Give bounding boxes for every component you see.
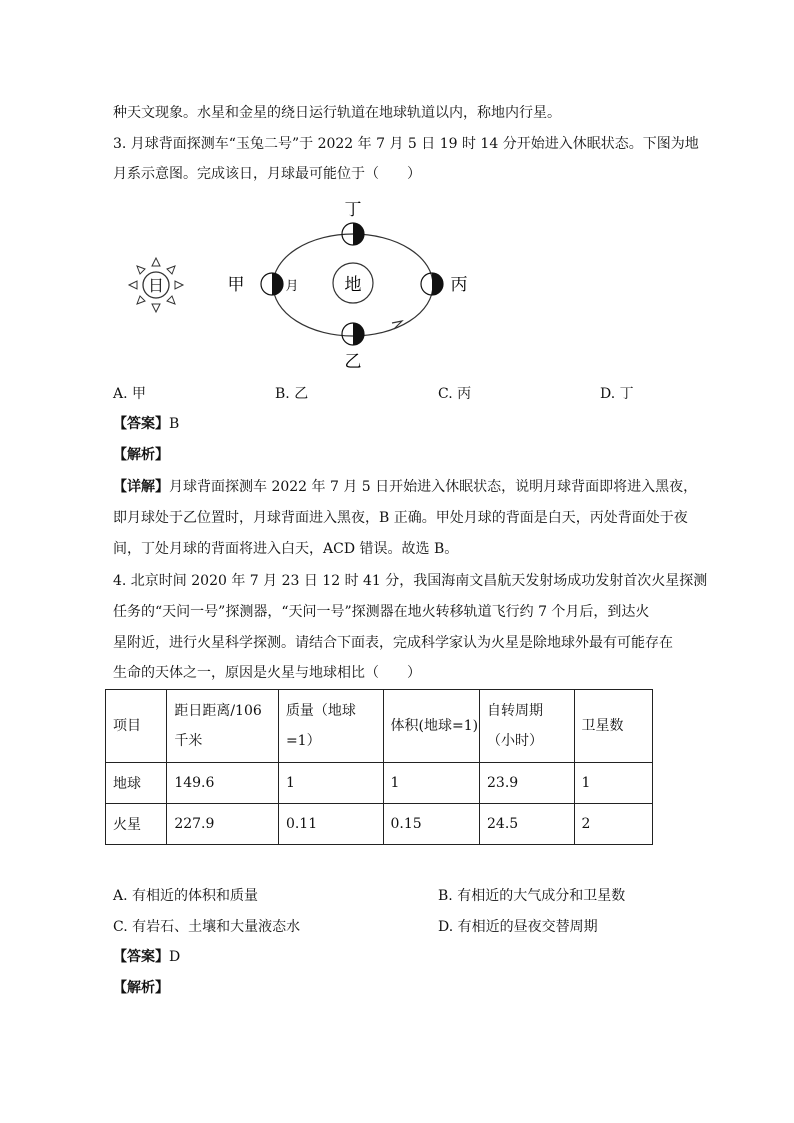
table-cell: 1	[278, 763, 383, 804]
detail-text-end: 间，丁处月球的背面将进入白天，ACD 错误。故选 B。	[113, 541, 459, 557]
option-b[interactable]: B. 有相近的大气成分和卫星数	[438, 888, 626, 904]
table-header-cell	[167, 690, 279, 763]
moon-label: 月	[285, 279, 299, 294]
option-a[interactable]: A. 有相近的体积和质量	[113, 888, 259, 904]
table-header-cell: 体积(地球=1)	[383, 690, 480, 763]
moon-bing-icon	[421, 273, 443, 295]
moon-jia-icon	[261, 273, 283, 295]
sun-label: 日	[147, 276, 165, 295]
option-c[interactable]: C. 有岩石、土壤和大量液态水	[113, 919, 301, 935]
question-4-text: 4. 北京时间 2020 年 7 月 23 日 12 时 41 分，我国海南文昌航天发射场成功发射首次火星探测	[113, 573, 708, 589]
earth-label: 地	[344, 275, 362, 295]
table-cell: 1	[383, 763, 480, 804]
detail-text-cont: 即月球处于乙位置时，月球背面进入黑夜，B 正确。甲处月球的背面是白天，丙处背面处于夜	[113, 510, 688, 526]
table-cell: 227.9	[167, 804, 279, 845]
position-ding-label: 丁	[344, 200, 362, 220]
position-yi-label: 乙	[344, 352, 362, 372]
table-header-cell: 卫星数	[574, 690, 652, 763]
question-4-text-cont2: 星附近，进行火星科学探测。请结合下面表，完成科学家认为火星是除地球外最有可能存在	[113, 635, 673, 651]
option-d[interactable]: D. 丁	[600, 386, 634, 402]
header-distance-text: 距日距离/106 千米	[174, 703, 262, 749]
question-3-text: 3. 月球背面探测车“玉兔二号”于 2022 年 7 月 5 日 19 时 14 分开始进入休眠状态。下图为地	[113, 136, 699, 152]
table-cell: 地球	[106, 763, 167, 804]
header-rotation-text: 自转周期 （小时）	[487, 703, 544, 749]
table-header-row	[106, 690, 653, 763]
table-cell: 0.11	[278, 804, 383, 845]
text-line: 种天文现象。水星和金星的绕日运行轨道在地球轨道以内，称地内行星。	[113, 105, 561, 121]
table-cell: 1	[574, 763, 652, 804]
option-c[interactable]: C. 丙	[438, 386, 472, 402]
analysis-label: 【解析】	[113, 980, 169, 996]
question-4-text-end: 生命的天体之一，原因是火星与地球相比（ ）	[113, 665, 421, 681]
detail-text: 【详解】月球背面探测车 2022 年 7 月 5 日开始进入休眠状态，说明月球背面即将进入黑夜，	[113, 479, 698, 495]
option-a[interactable]: A. 甲	[113, 386, 147, 402]
option-b[interactable]: B. 乙	[275, 386, 309, 402]
question-3-text-cont: 月系示意图。完成该日，月球最可能位于（ ）	[113, 166, 421, 182]
moon-yi-icon	[342, 323, 364, 345]
analysis-label: 【解析】	[113, 447, 169, 463]
position-jia-label: 甲	[227, 275, 245, 295]
table-cell: 23.9	[480, 763, 575, 804]
table-cell: 0.15	[383, 804, 480, 845]
question-4-text-cont: 任务的“天问一号”探测器，“天问一号”探测器在地火转移轨道飞行约 7 个月后，到达火	[113, 604, 650, 620]
table-row	[106, 804, 653, 845]
table-header-cell	[480, 690, 575, 763]
answer-label: 【答案】D	[113, 949, 181, 965]
option-d[interactable]: D. 有相近的昼夜交替周期	[438, 919, 598, 935]
planet-comparison-table	[105, 689, 653, 845]
table-header-cell: 项目	[106, 690, 167, 763]
table-header-cell: 质量（地球=1）	[278, 690, 383, 763]
table-cell: 火星	[106, 804, 167, 845]
earth-moon-diagram	[118, 195, 478, 373]
table-cell: 2	[574, 804, 652, 845]
position-bing-label: 丙	[450, 275, 468, 295]
table-row	[106, 763, 653, 804]
table-cell: 24.5	[480, 804, 575, 845]
table-cell: 149.6	[167, 763, 279, 804]
answer-label: 【答案】B	[113, 416, 180, 432]
